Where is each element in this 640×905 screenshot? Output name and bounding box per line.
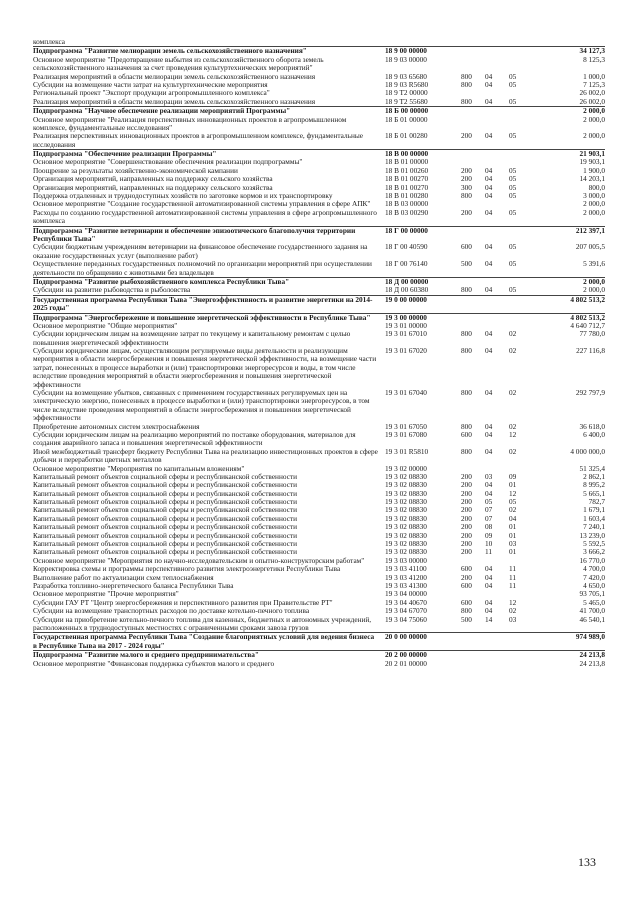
table-row <box>33 227 605 244</box>
cell-name: Подпрограмма "Научное обеспечение реализации мероприятий Программы" <box>33 106 291 116</box>
table-row <box>33 260 605 277</box>
cell-kcsr: 19 3 01 67050 <box>385 421 427 431</box>
cell-kcsr: 18 Д 00 60380 <box>385 285 429 295</box>
cell-pr: 11 <box>509 572 517 582</box>
cell-sum: 93 705,1 <box>579 589 605 599</box>
cell-kcsr: 19 3 02 08830 <box>385 471 427 481</box>
cell-name: Субсидии на приобретение котельно-печного топлива для казенных, бюджетных и автономных учреждений, расположенных в труднодоступных местностях с ограниченными сроками завоза грузов <box>33 614 372 632</box>
cell-sum: 34 127,3 <box>579 46 605 56</box>
table-row <box>33 209 605 226</box>
cell-kcsr: 18 9 T2 00000 <box>385 88 428 98</box>
cell-rz: 04 <box>485 572 493 582</box>
cell-rz: 09 <box>485 530 493 540</box>
cell-pr: 01 <box>509 522 517 532</box>
cell-name: Реализация мероприятий в области мелиорации земель сельскохозяйственного назначения <box>33 96 316 106</box>
cell-sum: 2 862,1 <box>583 471 605 481</box>
cell-rz: 04 <box>485 488 493 498</box>
cell-name: Субсидии ГАУ РТ "Центр энергосбережения и перспективного развития при Правительстве РТ" <box>33 597 333 607</box>
cell-vr: 200 <box>461 165 472 175</box>
cell-name: Основное мероприятие "Совершенствование обеспечения реализации подпрограммы" <box>33 157 303 167</box>
cell-sum: 13 239,0 <box>579 530 605 540</box>
cell-sum: 227 116,8 <box>576 346 605 356</box>
cell-sum: 7 420,0 <box>583 572 605 582</box>
cell-vr: 200 <box>461 513 472 523</box>
cell-pr: 05 <box>509 79 517 89</box>
cell-vr: 600 <box>461 242 472 252</box>
cell-kcsr: 18 Г 00 76140 <box>385 259 428 269</box>
cell-kcsr: 20 2 01 00000 <box>385 658 427 668</box>
cell-pr: 05 <box>509 242 517 252</box>
cell-rz: 04 <box>485 96 493 106</box>
cell-sum: 3 000,0 <box>583 191 605 201</box>
cell-sum: 36 618,0 <box>579 421 605 431</box>
cell-vr: 800 <box>461 285 472 295</box>
table-row <box>33 389 605 423</box>
table-row <box>33 296 605 313</box>
cell-rz: 14 <box>485 614 493 624</box>
cell-sum: 21 903,1 <box>579 149 605 159</box>
cell-kcsr: 18 Г 00 00000 <box>385 225 428 235</box>
cell-pr: 05 <box>509 191 517 201</box>
table-row <box>33 132 605 149</box>
cell-name: Капитальный ремонт объектов социальной сферы и республиканской собственности <box>33 471 298 481</box>
cell-sum: 4 640 712,7 <box>570 320 605 330</box>
cell-sum: 800,0 <box>588 182 605 192</box>
cell-sum: 24 213,8 <box>579 658 605 668</box>
cell-sum: 1 000,0 <box>583 71 605 81</box>
table-row <box>33 660 605 668</box>
cell-sum: 1 603,4 <box>583 513 605 523</box>
cell-name: Капитальный ремонт объектов социальной сферы и республиканской собственности <box>33 522 298 532</box>
cell-kcsr: 18 В 03 00000 <box>385 199 429 209</box>
cell-vr: 800 <box>461 329 472 339</box>
cell-kcsr: 19 3 04 75060 <box>385 614 427 624</box>
cell-kcsr: 18 В 03 00290 <box>385 207 429 217</box>
cell-name: Государственная программа Республики Тыва "Создание благоприятных условий для ведения бизнеса в Республике Тыва на 2017 - 2024 годы" <box>33 632 375 650</box>
cell-name: Иной межбюджетный трансферт бюджету Республики Тыва на реализацию инвестиционных проектов в сфере добычи и переработки цветных металлов <box>33 446 378 465</box>
cell-pr: 02 <box>509 421 517 431</box>
cell-pr: 05 <box>509 497 517 507</box>
cell-pr: 03 <box>509 539 517 549</box>
cell-kcsr: 19 3 02 08830 <box>385 497 427 507</box>
budget-table <box>33 38 605 668</box>
cell-pr: 11 <box>509 581 517 590</box>
cell-name: Приобретение автономных систем электроснабжения <box>33 421 200 431</box>
cell-kcsr: 18 Б 01 00280 <box>385 131 428 141</box>
cell-name: Подпрограмма "Обеспечение реализации Программы" <box>33 149 217 159</box>
cell-sum: 26 002,0 <box>579 96 605 106</box>
cell-pr: 05 <box>509 165 517 175</box>
cell-pr: 02 <box>509 505 517 515</box>
cell-kcsr: 19 3 02 08830 <box>385 547 427 557</box>
cell-vr: 200 <box>461 505 472 515</box>
cell-name: Реализация перспективных инновационных проектов в агропромышленном комплексе, фундаментальные исследования <box>33 131 363 149</box>
cell-pr: 02 <box>509 388 517 398</box>
cell-name: комплекса <box>33 37 66 46</box>
cell-name: Региональный проект "Экспорт продукции агропромышленного комплекса" <box>33 88 270 98</box>
cell-vr: 600 <box>461 564 472 574</box>
cell-name: Капитальный ремонт объектов социальной сферы и республиканской собственности <box>33 497 298 507</box>
cell-sum: 1 679,1 <box>583 505 605 515</box>
cell-vr: 200 <box>461 572 472 582</box>
cell-name: Основное мероприятие "Предотвращение выбытия из сельскохозяйственного оборота земель сельскохозяйственного назначения за счет проведения культуртехнических мероприятий" <box>33 54 324 73</box>
cell-pr: 12 <box>509 488 517 498</box>
cell-name: Основное мероприятие "Прочие мероприятия" <box>33 589 179 599</box>
cell-pr: 05 <box>509 71 517 81</box>
cell-rz: 04 <box>485 174 493 184</box>
cell-rz: 04 <box>485 71 493 81</box>
cell-pr: 05 <box>509 131 517 141</box>
cell-vr: 800 <box>461 388 472 398</box>
cell-vr: 500 <box>461 259 472 269</box>
cell-kcsr: 19 3 01 67080 <box>385 429 427 439</box>
cell-rz: 04 <box>485 429 493 439</box>
cell-vr: 200 <box>461 522 472 532</box>
cell-kcsr: 18 9 03 65680 <box>385 71 427 81</box>
table-row <box>33 431 605 448</box>
cell-kcsr: 19 3 01 67010 <box>385 329 427 339</box>
cell-kcsr: 19 3 04 40670 <box>385 597 427 607</box>
cell-vr: 800 <box>461 79 472 89</box>
cell-sum: 2 000,0 <box>583 131 605 141</box>
cell-kcsr: 20 2 00 00000 <box>385 650 427 660</box>
cell-kcsr: 20 0 00 00000 <box>385 632 427 642</box>
cell-pr: 02 <box>509 606 517 616</box>
cell-name: Основное мероприятие "Реализация перспективных инновационных проектов в агропромышленном комплексе, фундаментальные исследования" <box>33 114 347 132</box>
cell-kcsr: 18 В 00 00000 <box>385 149 429 159</box>
cell-name: Реализация мероприятий в области мелиорации земель сельскохозяйственного назначения <box>33 71 316 81</box>
cell-sum: 2 000,0 <box>583 276 605 286</box>
cell-pr: 05 <box>509 285 517 295</box>
cell-pr: 05 <box>509 96 517 106</box>
cell-name: Капитальный ремонт объектов социальной сферы и республиканской собственности <box>33 547 298 557</box>
cell-vr: 800 <box>461 96 472 106</box>
cell-rz: 03 <box>485 471 493 481</box>
cell-name: Капитальный ремонт объектов социальной сферы и республиканской собственности <box>33 539 298 549</box>
cell-name: Субсидии бюджетным учреждениям ветеринарии на финансовое обеспечение государственного задания на оказание государственных услуг (выполнение работ) <box>33 242 368 260</box>
cell-name: Основное мероприятие "Финансовая поддержка субъектов малого и среднего <box>33 658 275 668</box>
cell-rz: 04 <box>485 346 493 356</box>
cell-vr: 200 <box>461 539 472 549</box>
cell-name: Основное мероприятие "Мероприятия по научно-исследовательским и опытно-конструкторским работам" <box>33 555 365 565</box>
cell-sum: 5 665,1 <box>583 488 605 498</box>
cell-rz: 04 <box>485 581 493 590</box>
cell-sum: 7 125,3 <box>583 79 605 89</box>
cell-name: Капитальный ремонт объектов социальной сферы и республиканской собственности <box>33 513 298 523</box>
cell-pr: 02 <box>509 346 517 356</box>
cell-pr: 01 <box>509 547 517 557</box>
cell-name: Основное мероприятие "Мероприятия по капитальным вложениям" <box>33 463 245 473</box>
cell-sum: 77 780,0 <box>579 329 605 339</box>
cell-sum: 2 000,0 <box>583 285 605 295</box>
cell-pr: 02 <box>509 446 517 456</box>
cell-kcsr: 19 3 02 08830 <box>385 488 427 498</box>
table-row <box>33 286 605 294</box>
cell-kcsr: 19 3 04 00000 <box>385 589 427 599</box>
cell-sum: 8 995,2 <box>583 480 605 490</box>
cell-kcsr: 19 0 00 00000 <box>385 294 427 304</box>
table-row <box>33 243 605 260</box>
cell-name: Осуществление переданных государственных полномочий по организации мероприятий при осуществлении деятельности по обращению с животными без владельцев <box>33 259 372 277</box>
cell-sum: 2 000,0 <box>583 114 605 124</box>
cell-sum: 1 900,0 <box>583 165 605 175</box>
cell-sum: 4 650,0 <box>583 581 605 590</box>
cell-name: Субсидии юридическим лицам на возмещение затрат по текущему и капитальному ремонтам с целью повышения энергетической эффективности <box>33 329 351 347</box>
cell-pr: 02 <box>509 329 517 339</box>
cell-sum: 2 000,0 <box>583 207 605 217</box>
cell-name: Капитальный ремонт объектов социальной сферы и республиканской собственности <box>33 480 298 490</box>
cell-vr: 600 <box>461 581 472 590</box>
cell-sum: 8 125,3 <box>583 54 605 64</box>
cell-name: Основное мероприятие "Создание государственной автоматизированной системы управления в сфере АПК" <box>33 199 371 209</box>
cell-vr: 200 <box>461 174 472 184</box>
table-row <box>33 448 605 465</box>
table-row <box>33 633 605 650</box>
cell-vr: 600 <box>461 597 472 607</box>
cell-kcsr: 19 3 03 41100 <box>385 564 427 574</box>
cell-kcsr: 19 3 02 08830 <box>385 530 427 540</box>
cell-kcsr: 19 3 00 00000 <box>385 312 427 322</box>
cell-sum: 207 005,5 <box>575 242 605 252</box>
cell-name: Подпрограмма "Развитие рыбохозяйственного комплекса Республики Тыва" <box>33 276 290 286</box>
cell-vr: 800 <box>461 606 472 616</box>
cell-vr: 500 <box>461 614 472 624</box>
cell-rz: 04 <box>485 79 493 89</box>
cell-vr: 200 <box>461 480 472 490</box>
cell-name: Основное мероприятие "Общие мероприятия" <box>33 320 178 330</box>
cell-name: Поощрение за результаты хозяйственно-экономической кампании <box>33 165 238 175</box>
cell-sum: 782,7 <box>588 497 605 507</box>
cell-sum: 19 903,1 <box>579 157 605 167</box>
cell-pr: 09 <box>509 471 517 481</box>
cell-name: Капитальный ремонт объектов социальной сферы и республиканской собственности <box>33 488 298 498</box>
cell-sum: 3 666,2 <box>583 547 605 557</box>
cell-sum: 974 989,0 <box>575 632 605 642</box>
cell-kcsr: 18 В 01 00270 <box>385 174 429 184</box>
cell-vr: 800 <box>461 346 472 356</box>
cell-name: Подпрограмма "Энергосбережение и повышение энергетической эффективности в Республике Тыва" <box>33 312 371 322</box>
cell-vr: 300 <box>461 182 472 192</box>
cell-kcsr: 19 3 02 08830 <box>385 513 427 523</box>
cell-rz: 04 <box>485 285 493 295</box>
cell-pr: 05 <box>509 182 517 192</box>
cell-rz: 04 <box>485 182 493 192</box>
cell-rz: 04 <box>485 597 493 607</box>
cell-pr: 11 <box>509 564 517 574</box>
cell-rz: 04 <box>485 191 493 201</box>
cell-name: Субсидии юридическим лицам на реализацию мероприятий по поставке оборудования, материалов для создания аварийного запаса и повышения энергетической эффективности <box>33 429 356 448</box>
table-row <box>33 330 605 347</box>
cell-name: Выполнение работ по актуализации схем теплоснабжения <box>33 572 214 582</box>
cell-vr: 800 <box>461 71 472 81</box>
cell-kcsr: 19 3 01 67020 <box>385 346 427 356</box>
cell-kcsr: 18 Б 01 00000 <box>385 114 428 124</box>
cell-name: Разработка топливно-энергетического баланса Республики Тыва <box>33 581 234 590</box>
cell-rz: 05 <box>485 497 493 507</box>
cell-kcsr: 19 3 04 67070 <box>385 606 427 616</box>
cell-name: Субсидии юридическим лицам, осуществляющим регулируемые виды деятельности и реализующим мероприятия в области энергосбережения и повышения энергетической эффективности, на возмещение части затрат, понесенных в процессе выработки и (или) транспортировки энергоресурсов и воды, в том числе вследствие проведения мероприятий в области энергосбережения и повышения энергетической эффективности <box>33 346 377 389</box>
cell-sum: 41 700,0 <box>579 606 605 616</box>
cell-rz: 11 <box>485 547 493 557</box>
cell-kcsr: 18 В 01 00260 <box>385 165 429 175</box>
cell-sum: 2 000,0 <box>583 106 605 116</box>
cell-name: Подпрограмма "Развитие малого и среднего предпринимательства" <box>33 650 259 660</box>
cell-rz: 04 <box>485 207 493 217</box>
cell-name: Субсидии на возмещение убытков, связанных с применением государственных регулируемых цен на электрическую энергию, понесенных в процессе выработки и (или) транспортировки энергоресурсов, в том числе вследствие проведения мероприятий в области энергосбережения и повышения энергетической эффективности <box>33 388 370 423</box>
cell-rz: 04 <box>485 421 493 431</box>
cell-kcsr: 19 3 02 08830 <box>385 522 427 532</box>
cell-name: Подпрограмма "Развитие мелиорации земель сельскохозяйственного назначения" <box>33 46 307 56</box>
cell-sum: 51 325,4 <box>579 463 605 473</box>
cell-name: Капитальный ремонт объектов социальной сферы и республиканской собственности <box>33 530 298 540</box>
table-row <box>33 616 605 633</box>
cell-sum: 6 400,0 <box>583 429 605 439</box>
cell-vr: 200 <box>461 131 472 141</box>
cell-sum: 46 540,1 <box>579 614 605 624</box>
cell-name: Поддержка отдаленных и труднодоступных хозяйств по заготовке кормов и их транспортировку <box>33 191 333 201</box>
cell-kcsr: 19 3 03 41200 <box>385 572 427 582</box>
cell-sum: 16 770,0 <box>579 555 605 565</box>
cell-rz: 04 <box>485 165 493 175</box>
cell-vr: 800 <box>461 191 472 201</box>
cell-pr: 04 <box>509 513 517 523</box>
cell-rz: 04 <box>485 242 493 252</box>
cell-rz: 04 <box>485 446 493 456</box>
cell-kcsr: 19 3 03 41300 <box>385 581 427 590</box>
cell-sum: 4 700,0 <box>583 564 605 574</box>
cell-kcsr: 19 3 01 R5810 <box>385 446 429 456</box>
cell-pr: 01 <box>509 530 517 540</box>
cell-name: Организация мероприятий, направленных на поддержку сельского хозяйства <box>33 182 273 192</box>
table-row <box>33 98 605 106</box>
cell-kcsr: 18 9 00 00000 <box>385 46 427 56</box>
cell-kcsr: 18 9 03 00000 <box>385 54 427 64</box>
cell-rz: 04 <box>485 606 493 616</box>
cell-kcsr: 18 Д 00 00000 <box>385 276 429 286</box>
cell-name: Корректировка схемы и программы перспективного развития электроэнергетики Республики Тыва <box>33 564 341 574</box>
cell-name: Организация мероприятий, направленных на поддержку сельского хозяйства <box>33 174 273 184</box>
cell-vr: 200 <box>461 530 472 540</box>
table-row <box>33 56 605 73</box>
cell-vr: 800 <box>461 446 472 456</box>
cell-rz: 08 <box>485 522 493 532</box>
cell-name: Расходы по созданию государственной автоматизированной системы управления в сфере агропромышленного комплекса <box>33 207 377 226</box>
cell-kcsr: 18 В 01 00000 <box>385 157 429 167</box>
cell-rz: 04 <box>485 480 493 490</box>
cell-sum: 24 213,8 <box>579 650 605 660</box>
cell-name: Субсидии на возмещение части затрат на культуртехнические мероприятия <box>33 79 268 89</box>
cell-vr: 600 <box>461 429 472 439</box>
cell-pr: 12 <box>509 597 517 607</box>
cell-vr: 200 <box>461 488 472 498</box>
cell-rz: 10 <box>485 539 493 549</box>
cell-name: Субсидии на развитие рыбоводства и рыболовства <box>33 285 191 295</box>
cell-kcsr: 19 3 03 00000 <box>385 555 427 565</box>
cell-vr: 200 <box>461 547 472 557</box>
cell-sum: 4 802 513,2 <box>570 294 605 304</box>
cell-pr: 05 <box>509 259 517 269</box>
cell-sum: 5 465,0 <box>583 597 605 607</box>
cell-sum: 5 391,6 <box>583 259 605 269</box>
cell-pr: 05 <box>509 174 517 184</box>
cell-rz: 07 <box>485 505 493 515</box>
cell-kcsr: 19 3 02 08830 <box>385 480 427 490</box>
cell-name: Капитальный ремонт объектов социальной сферы и республиканской собственности <box>33 505 298 515</box>
cell-kcsr: 18 В 01 00280 <box>385 191 429 201</box>
cell-pr: 03 <box>509 614 517 624</box>
cell-vr: 200 <box>461 497 472 507</box>
cell-sum: 2 000,0 <box>583 199 605 209</box>
cell-sum: 5 592,5 <box>583 539 605 549</box>
cell-sum: 7 240,1 <box>583 522 605 532</box>
cell-rz: 04 <box>485 329 493 339</box>
cell-vr: 200 <box>461 207 472 217</box>
cell-kcsr: 18 9 03 R5680 <box>385 79 429 89</box>
cell-pr: 05 <box>509 207 517 217</box>
cell-rz: 04 <box>485 388 493 398</box>
cell-kcsr: 19 3 02 08830 <box>385 539 427 549</box>
cell-kcsr: 19 3 01 00000 <box>385 320 427 330</box>
cell-name: Подпрограмма "Развитие ветеринарии и обеспечение эпизоотического благополучия территории Республики Тыва" <box>33 225 356 243</box>
cell-sum: 4 000 000,0 <box>570 446 605 456</box>
cell-rz: 07 <box>485 513 493 523</box>
cell-pr: 12 <box>509 429 517 439</box>
cell-kcsr: 19 3 02 00000 <box>385 463 427 473</box>
cell-rz: 04 <box>485 131 493 141</box>
cell-kcsr: 19 3 01 67040 <box>385 388 427 398</box>
cell-kcsr: 19 3 02 08830 <box>385 505 427 515</box>
cell-sum: 14 203,1 <box>579 174 605 184</box>
table-row <box>33 347 605 389</box>
cell-sum: 212 397,1 <box>575 225 605 235</box>
cell-rz: 04 <box>485 564 493 574</box>
cell-sum: 4 802 513,2 <box>570 312 605 322</box>
cell-sum: 26 002,0 <box>579 88 605 98</box>
cell-vr: 800 <box>461 421 472 431</box>
cell-name: Государственная программа Республики Тыва "Энергоэффективность и развитие энергетики на 2014-2025 годы" <box>33 294 373 313</box>
cell-kcsr: 18 Г 00 40590 <box>385 242 428 252</box>
cell-sum: 292 797,9 <box>575 388 605 398</box>
table-row <box>33 38 605 46</box>
cell-kcsr: 18 9 T2 55680 <box>385 96 428 106</box>
table-row <box>33 116 605 133</box>
cell-vr: 200 <box>461 471 472 481</box>
cell-name: Субсидии на возмещение транспортных расходов по доставке котельно-печного топлива <box>33 606 310 616</box>
cell-kcsr: 18 В 01 00270 <box>385 182 429 192</box>
cell-kcsr: 18 Б 00 00000 <box>385 106 429 116</box>
cell-rz: 04 <box>485 259 493 269</box>
cell-pr: 01 <box>509 480 517 490</box>
page-number: 133 <box>578 855 596 869</box>
